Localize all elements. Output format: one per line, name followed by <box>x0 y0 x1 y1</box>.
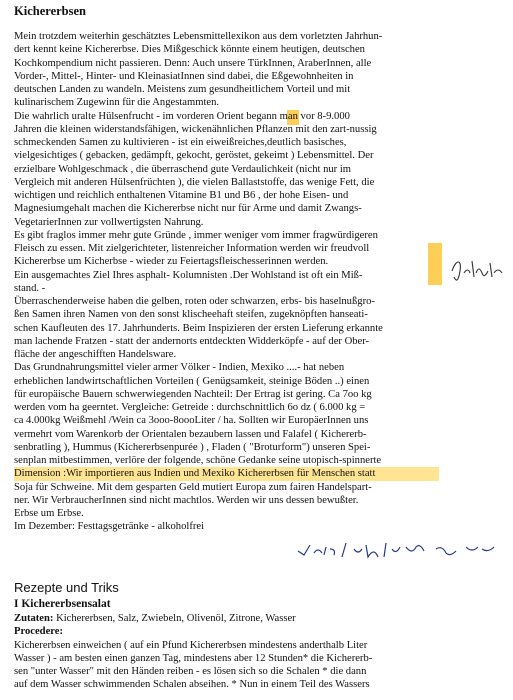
body-line: schmeckenden Samen zu kultivieren - ist ein eiweißreiches,deutlich basisches, <box>14 137 347 148</box>
ingredients-label: Zutaten: <box>14 613 54 624</box>
body-line: ca 4.000kg Weißmehl /Wein ca 3ooo-8oooLiter / ha. Sollten wir EuropäerInnen uns <box>14 415 369 427</box>
body-line: für europäische Bauern schwerwiegenden Nachteil: Der Ertrag ist gering. Ca 7oo kg <box>14 388 372 400</box>
body-line: senplan mitbestimmen, verlöre der folgende, schöne Gedanke seine utopisch-spinnerte <box>14 455 382 466</box>
ingredients-value: Kichererbsen, Salz, Zwiebeln, Olivenöl, Zitrone, Wasser <box>53 613 296 624</box>
body-line: man lachende Fratzen - statt der andernorts entdeckten Widderköpfe - auf der Ober- <box>14 335 370 347</box>
procedure-text <box>14 639 494 692</box>
body-line: Kochkompendium nicht passieren. Denn: Auch unsere TürkInnen, AraberInnen, alle <box>14 57 372 69</box>
body-line: Magnesiumgehalt machen die Kichererbse nicht nur für Arme und damit Zwangs- <box>14 203 362 215</box>
body-line: vermehrt vom Warenkorb der Orientalen bezaubern lassen und Falafel ( Kichererb- <box>14 428 367 440</box>
body-line: VegetarierInnen zur vollwertigsten Nahrung. <box>14 216 204 228</box>
body-line: werden vom ha geerntet. Vergleiche: Getreide : durchschnittlich 6o dz ( 6.000 kg = <box>14 402 366 413</box>
recipe-text <box>14 612 494 692</box>
body-line: Im Dezember: Festtagsgetränke - alkoholfrei <box>14 521 205 533</box>
body-line: deutschen Landen zu wandeln. Meistens zum gesundheitlichem Vorteil und mit <box>14 84 351 95</box>
body-line: ßen Samen ihren Namen von den sonst klischeehaft steifen, zugeknöpften hanseati- <box>14 309 368 321</box>
handwritten-note <box>296 539 506 559</box>
body-line: erheblichen landwirtschaftlichen Vorteilen ( Genügsamkeit, steinige Böden ..) einen <box>14 375 370 387</box>
recipe-title: I Kichererbsensalat <box>14 598 111 610</box>
body-line: Soja für Schweine. Mit dem gesparten Geld mutiert Europa zum fairen Handelspart- <box>14 481 372 493</box>
body-line: Ein ausgemachtes Ziel Ihres asphalt- Kolumnisten .Der Wohlstand ist oft ein Miß- <box>14 269 363 281</box>
body-line: stand. - <box>14 282 46 294</box>
margin-signature-text: gekürzt <box>450 282 453 283</box>
body-line: fläche der angeschifften Handelsware. <box>14 349 177 360</box>
body-line: Jahren die kleinen widerstandsfähigen, wickenähnlichen Pflanzen mit den zart-nussig <box>14 123 377 135</box>
body-line: senbratling ), Hummus (Kichererbsenpurée ) , Fladen ( "Broturform") unseren Spei- <box>14 441 371 453</box>
body-line: schen Kaufleuten des 17. Jahrhunderts. Beim Inspizieren der ersten Lieferung erkannte <box>14 322 383 334</box>
body-line: Mein trotzdem weiterhin geschätztes Lebensmittellexikon aus dem vorletzten Jahrhun- <box>14 31 383 42</box>
procedure-line: sen "unter Wasser" mit den Händen reiben - es lösen sich so die Schalen * die dann <box>14 666 367 677</box>
body-line: Dimension :Wir importieren aus Indien und Mexiko Kichererbsen für Menschen statt <box>14 467 439 480</box>
body-line: Es gibt fraglos immer mehr gute Gründe , immer weniger vom immer fragwürdigeren <box>14 229 378 241</box>
body-line: ner. Wir VerbraucherInnen sind nicht machtlos. Werden wir uns dessen bewußter. <box>14 494 359 506</box>
body-line: Erbse um Erbse. <box>14 508 84 519</box>
article-title: Kichererbsen <box>14 4 86 18</box>
procedure-line: Wasser ) - am besten einen ganzen Tag, mindestens aber 12 Stunden* die Kichererb- <box>14 652 373 664</box>
article-body <box>14 30 439 534</box>
body-line: Fleisch zu essen. Mit zielgerichteter, listenreicher Information werden wir freudvoll <box>14 243 370 254</box>
body-line: Überraschenderweise haben die gelben, roten oder schwarzen, erbs- bis haselnußgro- <box>14 296 375 307</box>
body-line: dert kennt keine Kichererbse. Dies Mißgeschick könnte einem heutigen, deutschen <box>14 44 365 56</box>
body-line: kulinarischem Zugewinn für die Angestammten. <box>14 97 220 109</box>
body-line: Das Grundnahrungsmittel vieler armer Völker - Indien, Mexiko ....- hat neben <box>14 362 345 374</box>
body-line: Die wahrlich uralte Hülsenfrucht - im vorderen Orient begann man vor 8-9.000 <box>14 110 350 122</box>
recipes-heading: Rezepte und Triks <box>14 580 119 595</box>
body-line: wichtigen und reichlich enthaltenen Vitamine B1 und B6 , der hohe Eisen- und <box>14 190 349 201</box>
procedure-line: Kichererbsen einweichen ( auf ein Pfund Kichererbsen mindestens anderthalb Liter <box>14 639 368 651</box>
handwritten-note-text: Vertrags Mühlen <box>296 558 303 559</box>
procedure-line: auf dem Wasser schwimmenden Schalen abseihen. * Nun in einem Teil des Wassers <box>14 679 370 691</box>
body-line: Vorder-, Mittel-, Hinter- und KleinasiatInnen sind dabei, die Eßgewohnheiten in <box>14 70 354 82</box>
procedure-label: Procedere: <box>14 626 64 638</box>
body-line: Kichererbse um Kicherbse - wieder zu Feiertagsfleischesserinnen werden. <box>14 256 329 268</box>
body-line: vielgesichtiges ( gebacken, gedämpft, gekocht, geröstet, gekeimt ) Lebensmittel. Der <box>14 150 374 162</box>
ingredients-line <box>14 612 494 625</box>
body-line: erzielbare Wohlgeschmack , die überraschend gute Verdaulichkeit (nicht nur im <box>14 163 352 175</box>
body-line: Vergleich mit anderen Hülsenfrüchten ), die vielen Ballaststoffe, das wenige Fett, die <box>14 176 375 188</box>
margin-signature <box>448 253 508 283</box>
